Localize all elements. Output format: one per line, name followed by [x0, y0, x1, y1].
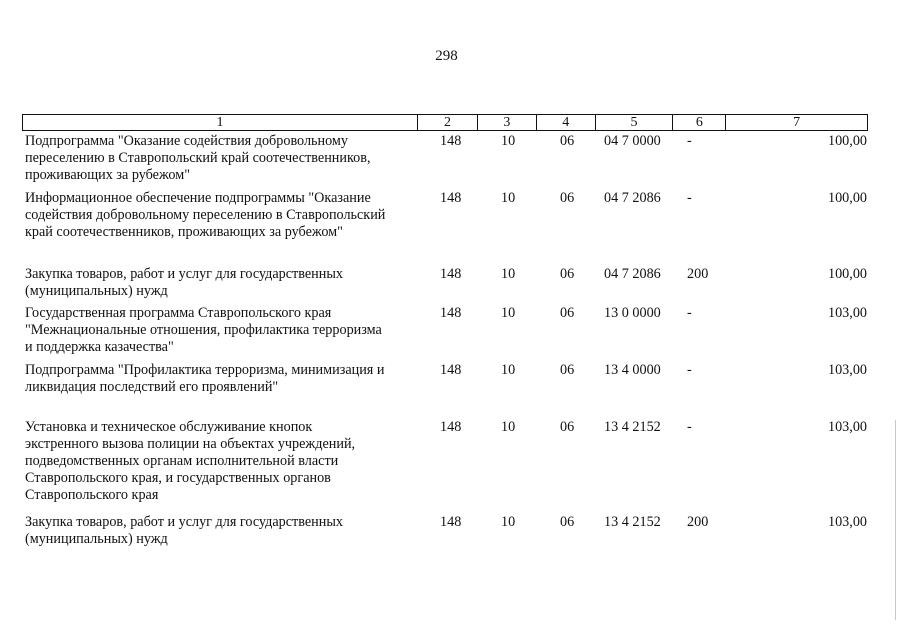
row-code-expense: - [687, 133, 692, 149]
row-code-target: 13 4 2152 [604, 419, 661, 435]
row-code-target: 13 4 0000 [604, 362, 661, 378]
row-code-subsection: 06 [560, 362, 575, 378]
row-name-line: переселению в Ставропольский край соотечественников, [25, 150, 371, 166]
row-name-line: Подпрограмма "Профилактика терроризма, минимизация и [25, 362, 385, 378]
row-code-admin: 148 [440, 305, 462, 321]
row-code-expense: 200 [687, 514, 709, 530]
row-name-line: Подпрограмма "Оказание содействия добровольному [25, 133, 348, 149]
row-code-section: 10 [501, 266, 516, 282]
row-name-line: Установка и техническое обслуживание кнопок [25, 419, 313, 435]
row-name [25, 419, 423, 504]
row-amount: 103,00 [827, 514, 867, 530]
row-name-line: Государственная программа Ставропольского края [25, 305, 332, 321]
row-name-line: содействия добровольному переселению в Ставропольский [25, 207, 386, 223]
row-amount: 100,00 [827, 190, 867, 206]
row-amount: 103,00 [827, 305, 867, 321]
row-code-subsection: 06 [560, 190, 575, 206]
row-code-expense: 200 [687, 266, 709, 282]
row-name-line: край соотечественников, проживающих за рубежом" [25, 224, 343, 240]
row-name-line: (муниципальных) нужд [25, 531, 168, 547]
header-col-3: 3 [478, 115, 537, 130]
row-code-expense: - [687, 190, 692, 206]
page-number: 298 [435, 48, 458, 64]
row-name-line: Закупка товаров, работ и услуг для государственных [25, 266, 343, 282]
row-name-line: проживающих за рубежом" [25, 167, 191, 183]
row-code-target: 04 7 0000 [604, 133, 661, 149]
header-col-6: 6 [673, 115, 726, 130]
row-code-admin: 148 [440, 362, 462, 378]
row-name [25, 305, 423, 356]
row-code-section: 10 [501, 305, 516, 321]
budget-table [22, 114, 868, 131]
row-amount: 103,00 [827, 419, 867, 435]
row-name [25, 362, 423, 396]
row-code-subsection: 06 [560, 419, 575, 435]
row-name [25, 266, 423, 300]
row-code-subsection: 06 [560, 305, 575, 321]
row-code-admin: 148 [440, 190, 462, 206]
header-col-7: 7 [793, 115, 801, 130]
row-name-line: экстренного вызова полиции на объектах учреждений, [25, 436, 356, 452]
row-code-subsection: 06 [560, 133, 575, 149]
row-name-line: "Межнациональные отношения, профилактика терроризма [25, 322, 382, 338]
row-code-admin: 148 [440, 514, 462, 530]
row-code-target: 04 7 2086 [604, 266, 661, 282]
row-code-section: 10 [501, 190, 516, 206]
row-amount: 100,00 [827, 266, 867, 282]
row-code-admin: 148 [440, 266, 462, 282]
row-name-line: Закупка товаров, работ и услуг для государственных [25, 514, 343, 530]
header-col-5: 5 [596, 115, 674, 130]
scan-edge-line [895, 420, 896, 620]
row-code-subsection: 06 [560, 266, 575, 282]
row-name-line: подведомственных органам исполнительной власти [25, 453, 339, 469]
row-name-line: Информационное обеспечение подпрограммы "Оказание [25, 190, 371, 206]
row-code-admin: 148 [440, 419, 462, 435]
row-name-line: Ставропольского края [25, 487, 159, 503]
row-amount: 100,00 [827, 133, 867, 149]
row-name-line: Ставропольского края, и государственных органов [25, 470, 331, 486]
table-header-row [22, 114, 868, 131]
row-name [25, 514, 423, 548]
row-code-target: 04 7 2086 [604, 190, 661, 206]
row-name-line: (муниципальных) нужд [25, 283, 168, 299]
row-code-section: 10 [501, 419, 516, 435]
row-code-section: 10 [501, 133, 516, 149]
row-code-section: 10 [501, 362, 516, 378]
row-code-target: 13 4 2152 [604, 514, 661, 530]
row-code-expense: - [687, 305, 692, 321]
row-name [25, 190, 423, 241]
row-code-target: 13 0 0000 [604, 305, 661, 321]
header-col-2: 2 [418, 115, 478, 130]
row-code-section: 10 [501, 514, 516, 530]
row-name-line: ликвидация последствий его проявлений" [25, 379, 279, 395]
header-col-1: 1 [23, 115, 418, 130]
row-amount: 103,00 [827, 362, 867, 378]
row-code-expense: - [687, 419, 692, 435]
row-code-admin: 148 [440, 133, 462, 149]
row-code-subsection: 06 [560, 514, 575, 530]
row-name [25, 133, 423, 184]
row-name-line: и поддержка казачества" [25, 339, 174, 355]
row-code-expense: - [687, 362, 692, 378]
header-col-4: 4 [537, 115, 596, 130]
